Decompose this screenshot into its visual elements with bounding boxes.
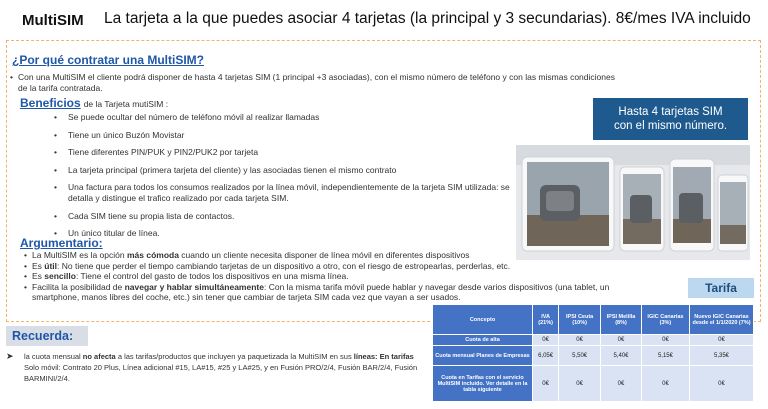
table-cell: 0€	[559, 335, 601, 346]
table-cell: 0€	[559, 366, 601, 402]
argument-item: • Es útil: No tiene que perder el tiempo cambiando tarjetas de un dispositivo a otro, con el riesgo de estropearlas, perderlas, etc.	[24, 261, 624, 272]
benefit-item: • Cada SIM tiene su propia lista de contactos.	[54, 211, 524, 222]
table-header-cell: IGIC Canarias (3%)	[641, 305, 689, 335]
benefit-item: • Un único titular de línea.	[54, 228, 524, 239]
benefit-item: • La tarjeta principal (primera tarjeta del cliente) y las asociadas tienen el mismo contrato	[54, 165, 524, 176]
why-intro: • Con una MultiSIM el cliente podrá disponer de hasta 4 tarjetas SIM (1 principal +3 asociadas), con el mismo número de teléfono y con las mismas condiciones de la tarifa contratada.	[18, 72, 618, 94]
arguments-list	[24, 250, 624, 303]
promo-line-1: Hasta 4 tarjetas SIM	[618, 106, 723, 118]
table-cell: 0€	[690, 335, 754, 346]
brand-title: MultiSIM	[22, 12, 84, 29]
table-cell: 0€	[533, 366, 559, 402]
table-cell: 6,05€	[533, 346, 559, 366]
table-header-cell: IPSI Ceuta (10%)	[559, 305, 601, 335]
table-cell: 5,40€	[601, 346, 642, 366]
table-header-cell: IPSI Melilla (8%)	[601, 305, 642, 335]
table-cell: Cuota de alta	[433, 335, 533, 346]
header-description: La tarjeta a la que puedes asociar 4 tarjetas (la principal y 3 secundarias). 8€/mes IVA incluido	[104, 10, 751, 27]
table-cell: 0€	[690, 366, 754, 402]
table-header-cell: IVA (21%)	[533, 305, 559, 335]
benefits-title: Beneficios	[20, 96, 81, 110]
table-cell: Cuota mensual Planes de Empresas	[433, 346, 533, 366]
table-row	[433, 366, 754, 402]
table-cell: 0€	[601, 366, 642, 402]
benefit-item: • Se puede ocultar del número de teléfono móvil al realizar llamadas	[54, 112, 524, 123]
promo-line-2: con el mismo número.	[613, 120, 728, 132]
table-cell: 5,35€	[690, 346, 754, 366]
benefits-heading	[20, 96, 168, 110]
table-cell: Cuota en Tarifas con el servicio MultiSIM incluido. Ver detalle en la tabla siguiente	[433, 366, 533, 402]
argument-item: • La MultiSIM es la opción más cómoda cuando un cliente necesita disponer de línea móvil en diferentes dispositivos	[24, 250, 624, 261]
table-cell: 0€	[601, 335, 642, 346]
benefits-subtitle: de la Tarjeta mutiSIM :	[83, 99, 169, 109]
tarifa-tab: Tarifa	[688, 278, 754, 298]
table-cell: 0€	[533, 335, 559, 346]
recuerda-title: Recuerda:	[6, 326, 88, 346]
table-cell: 5,50€	[559, 346, 601, 366]
table-row	[433, 335, 754, 346]
recuerda-text: ➤ la cuota mensual no afecta a las tarifas/productos que incluyen ya paquetizada la MultiSIM en sus líneas: En tarifas Solo móvil: Contrato 20 Plus, Línea adicional #15, LA#15, #25 y LA#25, y en Fusión PRO/2/4, Fusión BAR/2/4, Fusión BARMINI/2/4.	[6, 351, 418, 383]
argument-item: • Es sencillo: Tiene el control del gasto de todos los dispositivos en una misma línea.	[24, 271, 624, 282]
table-row	[433, 346, 754, 366]
table-header-cell: Concepto	[433, 305, 533, 335]
table-cell: 5,15€	[641, 346, 689, 366]
arrow-right-icon: ➤	[6, 351, 14, 361]
devices-image	[516, 145, 750, 260]
benefit-item: • Una factura para todos los consumos realizados por la línea móvil, independientemente de la tarjeta SIM utilizada: se detalla y distingue el trafico realizado por cada tarjeta SIM.	[54, 182, 524, 204]
table-header-row	[433, 305, 754, 335]
why-title: ¿Por qué contratar una MultiSIM?	[12, 53, 205, 67]
tarifa-table	[432, 304, 754, 402]
table-header-cell: Nuevo IGIC Canarias desde el 1/1/2020 (7%)	[690, 305, 754, 335]
promo-banner	[593, 98, 748, 140]
table-cell: 0€	[641, 366, 689, 402]
benefits-list	[54, 112, 524, 246]
devices-illustration	[516, 145, 750, 260]
argument-item: • Facilita la posibilidad de navegar y hablar simultáneamente: Con la misma tarifa móvil puede hablar y navegar desde varios dispositivos (una tablet, un smartphone, manos libres del coche, etc.) sin tener que cambiar de tarjeta SIM cada vez que vayan a ser usados.	[24, 282, 624, 303]
arguments-title: Argumentario:	[20, 236, 103, 250]
table-cell: 0€	[641, 335, 689, 346]
benefit-item: • Tiene un único Buzón Movistar	[54, 130, 524, 141]
benefit-item: • Tiene diferentes PIN/PUK y PIN2/PUK2 por tarjeta	[54, 147, 524, 158]
